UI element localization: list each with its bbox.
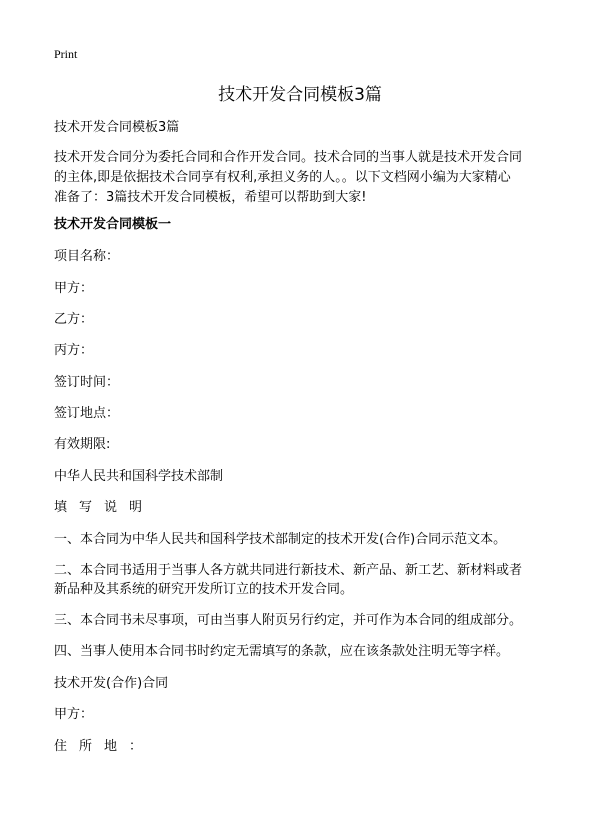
ministry-line: 中华人民共和国科学技术部制 (54, 469, 224, 484)
intro-paragraph (54, 148, 550, 208)
intro-line: 的主体,即是依据技术合同享有权利,承担义务的人。。以下文档网小编为大家精心 (54, 170, 511, 185)
document-subtitle: 技术开发合同模板3篇 (54, 120, 180, 135)
contract-title: 技术开发(合作)合同 (54, 676, 169, 691)
field-party-c: 丙方： (54, 343, 94, 358)
instruction-item: 四、当事人使用本合同书时约定无需填写的条款，应在该条款处注明无等字样。 (54, 644, 510, 659)
intro-line: 准备了：3篇技术开发合同模板，希望可以帮助到大家! (54, 190, 367, 205)
contract-party-a: 甲方： (54, 707, 94, 722)
instruction-item: 一、本合同为中华人民共和国科学技术部制定的技术开发(合作)合同示范文本。 (54, 532, 507, 547)
field-party-a: 甲方： (54, 281, 94, 296)
instructions-heading: 填写说明 (54, 500, 155, 515)
instruction-item: 三、本合同书未尽事项，可由当事人附页另行约定，并可作为本合同的组成部分。 (54, 613, 523, 628)
instruction-item-continued: 新品种及其系统的研究开发所订立的技术开发合同。 (54, 582, 354, 597)
field-party-b: 乙方： (54, 312, 94, 327)
intro-line: 技术开发合同分为委托合同和合作开发合同。技术合同的当事人就是技术开发合同 (54, 150, 523, 165)
instruction-item: 二、本合同书适用于当事人各方就共同进行新技术、新产品、新工艺、新材料或者 (54, 563, 523, 578)
field-project-name: 项目名称： (54, 249, 120, 264)
contract-address: 住所地： (54, 739, 155, 754)
field-sign-place: 签订地点： (54, 406, 120, 421)
field-valid-period: 有效期限: (54, 437, 111, 452)
field-sign-time: 签订时间： (54, 375, 120, 390)
section-heading: 技术开发合同模板一 (54, 217, 172, 232)
page-title: 技术开发合同模板3篇 (218, 85, 382, 105)
print-label: Print (54, 47, 78, 61)
